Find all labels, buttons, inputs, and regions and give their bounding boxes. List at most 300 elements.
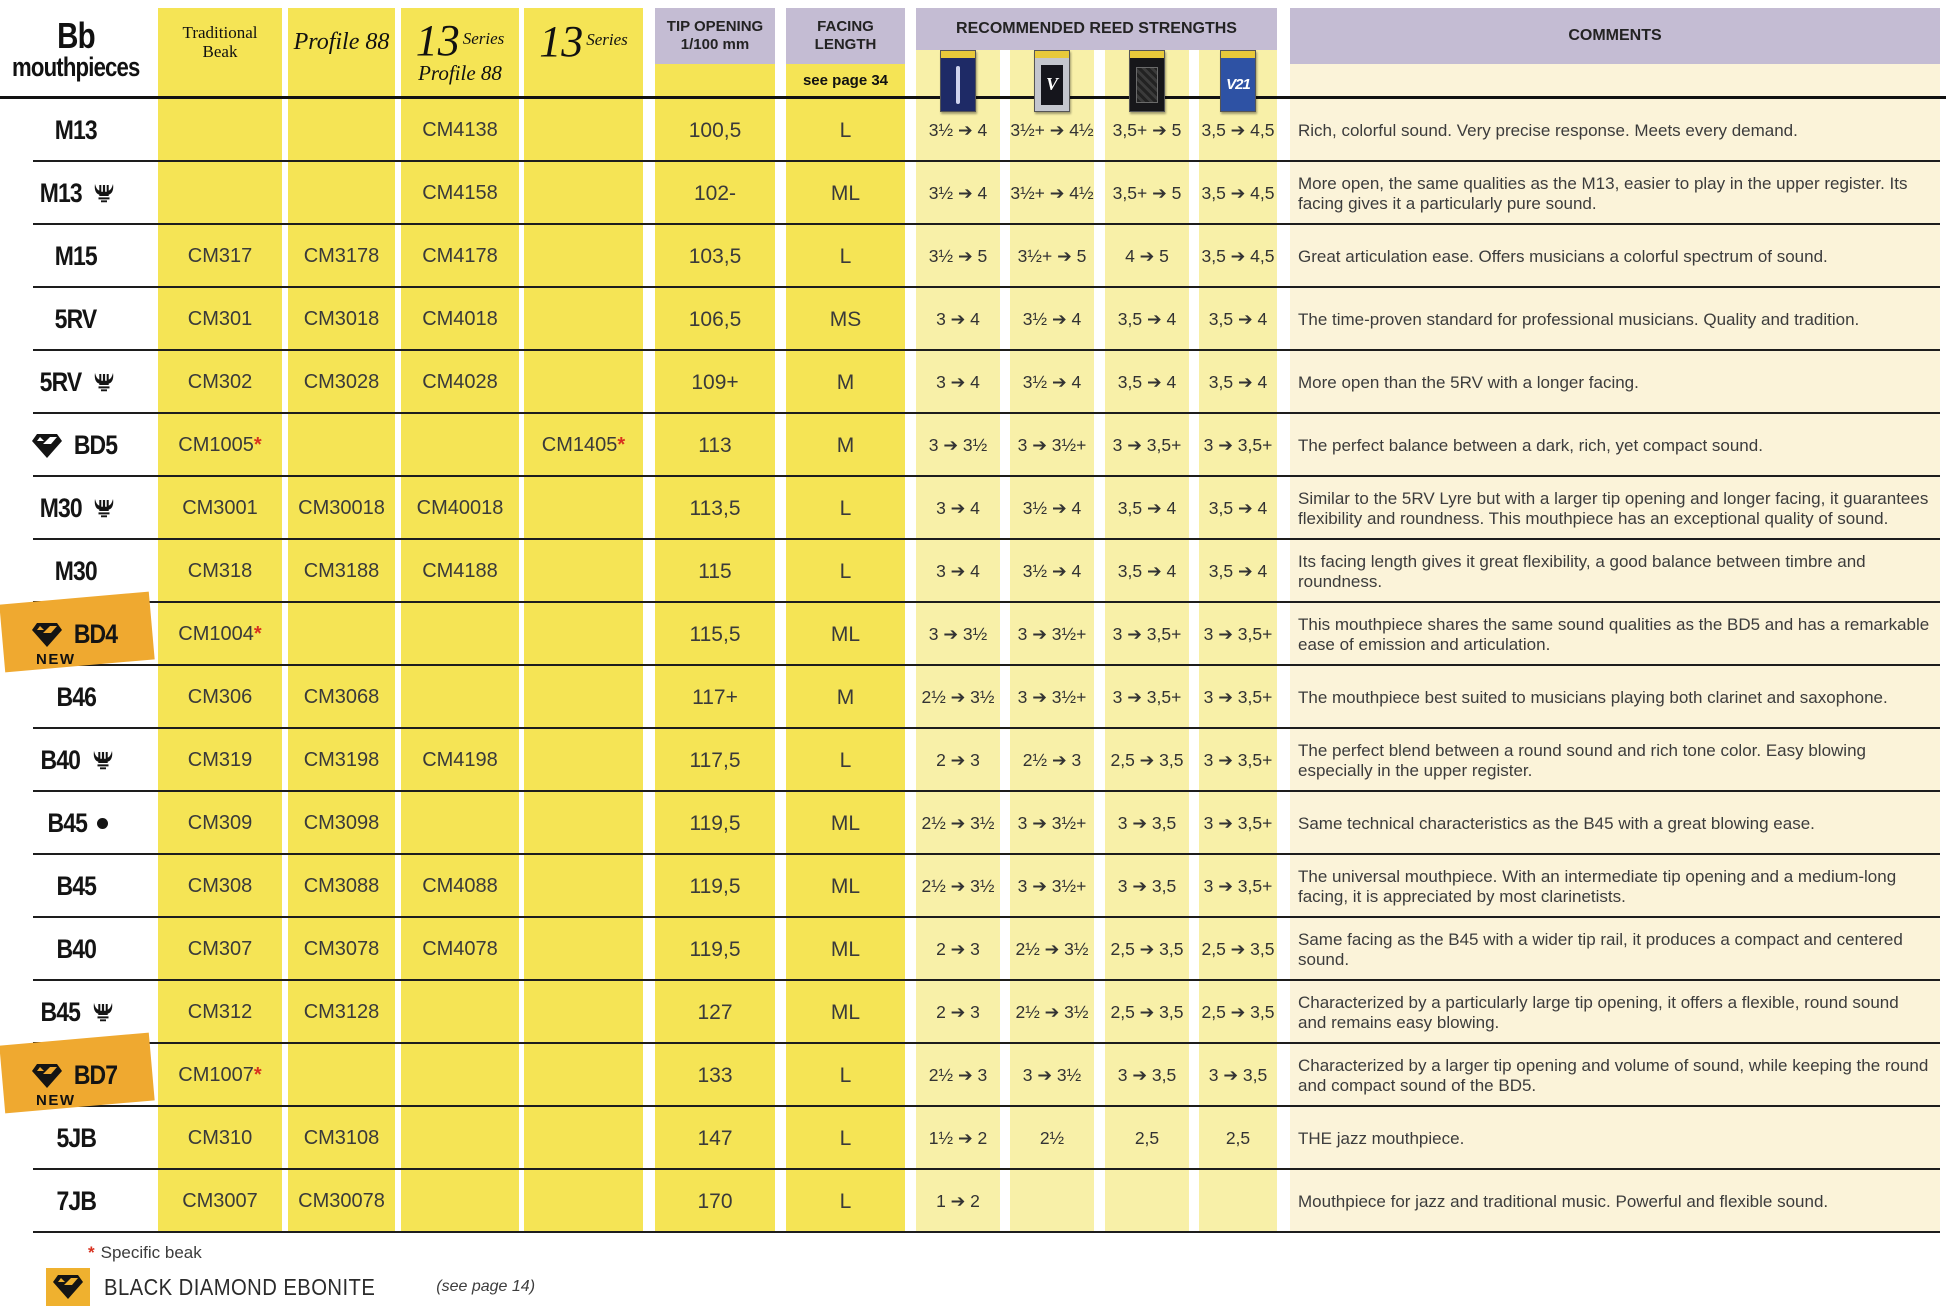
code-cell: CM309	[187, 812, 253, 834]
comment-cell: THE jazz mouthpiece.	[1298, 1128, 1465, 1148]
code-cell	[524, 99, 643, 162]
reed-strength-cell: 2,5 ➔ 3,5	[1110, 750, 1184, 770]
table-row-7jb	[0, 1170, 1946, 1233]
code-cell: CM4028	[422, 371, 498, 393]
reed-strength-cell: 3 ➔ 3½	[1022, 1065, 1082, 1085]
tip-opening-cell: 106,5	[688, 307, 742, 331]
table-row-5jb	[0, 1107, 1946, 1170]
code-cell	[401, 981, 519, 1044]
model-name: BD4	[73, 619, 118, 649]
facing-length-cell: L	[839, 1126, 852, 1150]
traditional-label-1: Traditional	[182, 23, 258, 42]
reed-strength-cell: 3,5 ➔ 4	[1208, 498, 1268, 518]
reed-strength-cell: 3 ➔ 4	[936, 561, 980, 581]
reed-strength-cell: 3 ➔ 3,5	[1117, 1065, 1177, 1085]
comment-cell: Similar to the 5RV Lyre but with a larger tip opening and longer facing, it guarantees flexibility and roundness. This mouthpiece has an exceptional quality of sound.	[1298, 488, 1929, 528]
facing-length-cell: L	[839, 244, 852, 268]
profile88-header	[288, 14, 395, 70]
code-cell: CM312	[187, 1001, 253, 1023]
code-cell: CM3018	[303, 308, 380, 330]
comment-cell: Its facing length gives it great flexibility, a good balance between timbre and roundness.	[1298, 551, 1866, 591]
reed-strength-cell: 2½ ➔ 3½	[1015, 939, 1089, 959]
table-row-m13-lyre	[0, 162, 1946, 225]
reed-strengths-header	[916, 8, 1277, 50]
code-cell: CM3098	[303, 812, 380, 834]
code-cell	[524, 1170, 643, 1233]
code-cell: CM319	[187, 749, 253, 771]
facing-see-page-note	[786, 66, 905, 94]
reed-strength-cell: 2,5 ➔ 3,5	[1201, 939, 1275, 959]
reed-strength-cell: 2 ➔ 3	[936, 1002, 980, 1022]
facing-length-cell: L	[839, 748, 852, 772]
comment-cell: Same technical characteristics as the B45 with a great blowing ease.	[1298, 813, 1815, 833]
black-diamond-icon	[46, 1268, 90, 1306]
model-cell	[0, 414, 152, 477]
reed-strength-cell: 3½ ➔ 4	[1022, 561, 1082, 581]
model-name: 5RV	[55, 304, 97, 334]
reed-strength-cell: 1½ ➔ 2	[928, 1128, 988, 1148]
table-row-b40-lyre	[0, 729, 1946, 792]
code-cell	[524, 1107, 643, 1170]
facing-label-2: LENGTH	[814, 36, 877, 53]
13-profile88-sub: Profile 88	[418, 60, 502, 85]
code-cell: CM3128	[303, 1001, 380, 1023]
comment-cell: The mouthpiece best suited to musicians playing both clarinet and saxophone.	[1298, 687, 1888, 707]
code-cell: CM318	[187, 560, 253, 582]
13-series-word: Series	[586, 30, 628, 49]
code-cell	[158, 162, 282, 225]
13series-profile88-header	[401, 10, 519, 96]
code-cell: CM308	[187, 875, 253, 897]
reed-strength-cell: 2½ ➔ 3½	[1015, 1002, 1089, 1022]
comment-cell: More open than the 5RV with a longer facing.	[1298, 372, 1639, 392]
facing-length-cell: ML	[830, 181, 861, 205]
reed-strength-cell: 3 ➔ 4	[936, 498, 980, 518]
reed-strength-cell: 3,5 ➔ 4	[1208, 372, 1268, 392]
tip-opening-cell: 100,5	[688, 118, 742, 142]
reed-strength-cell	[1199, 1170, 1277, 1233]
facing-length-cell: L	[839, 1063, 852, 1087]
model-cell	[0, 918, 152, 981]
reed-strength-cell: 2 ➔ 3	[936, 939, 980, 959]
table-row-b45	[0, 792, 1946, 855]
reed-strength-cell: 3½+ ➔ 5	[1017, 246, 1087, 266]
lyre-icon	[92, 497, 116, 521]
reed-strength-cell: 2 ➔ 3	[936, 750, 980, 770]
code-cell: CM30078	[298, 1190, 385, 1212]
tip-opening-cell: 119,5	[689, 874, 741, 898]
reed-strength-cell: 2,5 ➔ 3,5	[1110, 939, 1184, 959]
reed-strength-cell: 1 ➔ 2	[936, 1191, 980, 1211]
table-row-5rv	[0, 288, 1946, 351]
facing-length-cell: M	[836, 685, 855, 709]
reed-strength-cell: 3,5 ➔ 4	[1117, 309, 1177, 329]
tip-opening-cell: 119,5	[689, 937, 741, 961]
reed-strength-cell: 2½	[1039, 1128, 1065, 1148]
table-row-b40	[0, 918, 1946, 981]
facing-length-cell: L	[839, 118, 852, 142]
model-cell	[0, 225, 152, 288]
reed-strength-cell: 3½ ➔ 4	[1022, 309, 1082, 329]
table-row-m15	[0, 225, 1946, 288]
reed-strength-cell: 3,5 ➔ 4,5	[1201, 183, 1275, 203]
reed-strength-cell: 3,5+ ➔ 5	[1112, 183, 1182, 203]
code-cell: CM1007 *	[178, 1064, 262, 1086]
13series-header	[524, 14, 643, 70]
code-cell: CM302	[187, 371, 253, 393]
code-cell: CM30018	[298, 497, 385, 519]
comment-cell: Characterized by a particularly large tip opening, it offers a flexible, round sound and remains easy blowing.	[1298, 992, 1899, 1032]
code-cell	[401, 666, 519, 729]
reed-strength-cell	[1010, 1170, 1094, 1233]
model-cell	[0, 1044, 152, 1107]
tip-opening-cell: 103,5	[688, 244, 742, 268]
code-cell	[401, 792, 519, 855]
code-cell	[524, 918, 643, 981]
reed-strength-cell: 3½ ➔ 4	[1022, 498, 1082, 518]
reed-strength-cell: 2,5 ➔ 3,5	[1201, 1002, 1275, 1022]
table-row-b45	[0, 855, 1946, 918]
code-cell: CM4078	[422, 938, 498, 960]
tip-opening-cell: 113,5	[689, 496, 741, 520]
facing-length-cell: M	[836, 370, 855, 394]
reed-strength-cell: 3 ➔ 3½	[928, 435, 988, 455]
model-cell	[0, 603, 152, 666]
reed-strength-cell: 2,5	[1225, 1128, 1251, 1148]
code-cell	[288, 162, 395, 225]
reed-strength-cell: 3 ➔ 3½+	[1017, 624, 1087, 644]
reed-strength-cell: 3 ➔ 3,5+	[1112, 624, 1182, 644]
facing-length-header	[786, 8, 905, 64]
code-cell	[524, 540, 643, 603]
reed-strength-cell: 3 ➔ 3,5+	[1112, 435, 1182, 455]
comment-cell: The perfect blend between a round sound and rich tone color. Easy blowing especially in the upper register.	[1298, 740, 1866, 780]
code-cell: CM1005 *	[178, 434, 262, 456]
model-name: B45	[47, 808, 87, 838]
reed-strength-cell: 3½+ ➔ 4½	[1010, 183, 1094, 203]
facing-length-cell: MS	[829, 307, 862, 331]
code-cell: CM307	[187, 938, 253, 960]
tip-opening-cell: 119,5	[689, 811, 741, 835]
code-cell	[524, 225, 643, 288]
facing-length-cell: L	[839, 496, 852, 520]
code-cell: CM3188	[303, 560, 380, 582]
code-cell	[401, 1107, 519, 1170]
traditional-label-2: Beak	[202, 42, 238, 61]
code-cell	[158, 99, 282, 162]
model-header-line1: Bb	[57, 15, 95, 56]
code-cell: CM3001	[182, 497, 258, 519]
black-diamond-ebonite-legend	[46, 1268, 535, 1306]
specific-beak-footnote	[88, 1243, 202, 1263]
model-column-header	[0, 10, 152, 90]
code-cell	[524, 351, 643, 414]
13-big-numeral: 13	[415, 15, 460, 65]
code-cell: CM306	[187, 686, 253, 708]
tip-opening-cell: 115	[698, 559, 732, 583]
facing-length-cell: ML	[830, 874, 861, 898]
code-cell	[288, 99, 395, 162]
lyre-icon	[91, 749, 115, 773]
model-cell	[0, 792, 152, 855]
reed-strength-cell: 3,5 ➔ 4,5	[1201, 246, 1275, 266]
code-cell: CM4018	[422, 308, 498, 330]
code-cell: CM3028	[303, 371, 380, 393]
v12-reed-box-icon: V	[1034, 50, 1070, 112]
code-cell: CM301	[187, 308, 253, 330]
facing-length-cell: M	[836, 433, 855, 457]
code-cell: CM310	[187, 1127, 253, 1149]
code-cell: CM3178	[303, 245, 380, 267]
comment-cell: Great articulation ease. Offers musicians a colorful spectrum of sound.	[1298, 246, 1828, 266]
code-cell	[524, 603, 643, 666]
reed-strength-cell: 3 ➔ 3,5	[1117, 813, 1177, 833]
reed-strength-cell: 3 ➔ 3½+	[1017, 687, 1087, 707]
reed-strength-cell: 3,5 ➔ 4	[1208, 561, 1268, 581]
reed-strength-cell: 2½ ➔ 3	[928, 1065, 988, 1085]
facing-length-cell: ML	[830, 937, 861, 961]
reed-strength-cell: 3 ➔ 3½+	[1017, 876, 1087, 896]
reed-strength-cell: 3 ➔ 4	[936, 309, 980, 329]
reed-strength-cell: 2½ ➔ 3	[1022, 750, 1082, 770]
model-name: B45	[56, 871, 96, 901]
new-label: NEW	[36, 1092, 76, 1109]
comment-cell: This mouthpiece shares the same sound qualities as the BD5 and has a remarkable ease of emission and articulation.	[1298, 614, 1930, 654]
dot-icon	[97, 818, 108, 829]
code-cell	[524, 792, 643, 855]
reed-strength-cell: 3 ➔ 3½	[928, 624, 988, 644]
black-diamond-icon	[31, 622, 63, 648]
reed-strength-cell: 3 ➔ 3,5+	[1203, 876, 1273, 896]
code-cell: CM4158	[422, 182, 498, 204]
code-cell: CM4088	[422, 875, 498, 897]
model-cell	[0, 99, 152, 162]
facing-length-cell: ML	[830, 811, 861, 835]
code-cell	[524, 288, 643, 351]
code-cell: CM3007	[182, 1190, 258, 1212]
comments-header	[1290, 8, 1940, 64]
reed-strength-cell: 3 ➔ 3,5	[1208, 1065, 1268, 1085]
traditional-reed-box-icon	[940, 50, 976, 112]
tip-opening-unit: 1/100 mm	[680, 36, 750, 53]
code-cell: CM40018	[416, 497, 504, 519]
reed-strength-cell: 3 ➔ 3½+	[1017, 435, 1087, 455]
model-cell	[0, 162, 152, 225]
code-cell	[288, 603, 395, 666]
lyre-icon	[91, 1001, 115, 1025]
13-series-word: Series	[462, 28, 505, 48]
comment-cell: Characterized by a larger tip opening and volume of sound, while keeping the round and compact sound of the BD5.	[1298, 1055, 1929, 1095]
traditional-beak-header	[158, 14, 282, 70]
model-name: M13	[54, 115, 98, 145]
reed-strength-cell: 4 ➔ 5	[1125, 246, 1169, 266]
reed-strength-cell: 3 ➔ 3,5+	[1203, 435, 1273, 455]
model-name: BD5	[73, 430, 118, 460]
reed-strength-cell: 2,5	[1134, 1128, 1160, 1148]
model-header-line2: mouthpieces	[12, 52, 140, 82]
reed-strength-cell: 2,5 ➔ 3,5	[1110, 1002, 1184, 1022]
code-cell	[401, 414, 519, 477]
model-name: M30	[54, 556, 98, 586]
table-row-m30	[0, 540, 1946, 603]
facing-length-cell: ML	[830, 622, 861, 646]
specific-beak-asterisk: *	[253, 1064, 262, 1086]
see-page-34: see page 34	[802, 71, 889, 89]
comment-cell: Rich, colorful sound. Very precise response. Meets every demand.	[1298, 120, 1798, 140]
code-cell	[524, 981, 643, 1044]
code-cell: CM3078	[303, 938, 380, 960]
reed-strength-cell: 3 ➔ 3,5+	[1203, 813, 1273, 833]
reed-strength-cell: 3½ ➔ 4	[928, 120, 988, 140]
code-cell	[524, 855, 643, 918]
code-cell: CM1405 *	[541, 434, 626, 456]
black-diamond-icon	[52, 1274, 84, 1300]
tip-opening-cell: 117,5	[689, 748, 741, 772]
reed-strength-cell: 3 ➔ 3,5+	[1203, 624, 1273, 644]
model-name: B40	[40, 745, 81, 775]
tip-opening-cell: 147	[697, 1126, 733, 1150]
model-cell	[0, 351, 152, 414]
table-row-bd4	[0, 603, 1946, 666]
table-row-b45-lyre	[0, 981, 1946, 1044]
model-cell	[0, 666, 152, 729]
reed-strength-cell: 3½ ➔ 4	[928, 183, 988, 203]
code-cell: CM3198	[303, 749, 380, 771]
code-cell: CM4178	[422, 245, 498, 267]
code-cell	[401, 603, 519, 666]
table-row-m30-lyre	[0, 477, 1946, 540]
model-cell	[0, 477, 152, 540]
code-cell: CM3068	[303, 686, 380, 708]
comments-title: COMMENTS	[1568, 27, 1662, 44]
reed-strength-cell: 3½ ➔ 4	[1022, 372, 1082, 392]
tip-opening-cell: 109+	[691, 370, 739, 394]
model-cell	[0, 855, 152, 918]
code-cell: CM3088	[303, 875, 380, 897]
reed-strength-cell: 3 ➔ 3,5+	[1112, 687, 1182, 707]
reed-strength-cell: 3,5 ➔ 4	[1117, 498, 1177, 518]
reed-strength-cell: 3,5 ➔ 4	[1208, 309, 1268, 329]
model-cell	[0, 1170, 152, 1233]
comment-cell: Mouthpiece for jazz and traditional music. Powerful and flexible sound.	[1298, 1191, 1829, 1211]
model-name: M13	[39, 178, 82, 208]
reed-strength-cell: 3 ➔ 3½+	[1017, 813, 1087, 833]
code-cell	[288, 414, 395, 477]
code-cell: CM4198	[422, 749, 498, 771]
facing-length-cell: ML	[830, 1000, 861, 1024]
model-name: BD7	[73, 1060, 118, 1090]
specific-beak-asterisk: *	[253, 623, 262, 645]
model-cell	[0, 729, 152, 792]
code-cell	[524, 666, 643, 729]
facing-length-cell: L	[839, 559, 852, 583]
code-cell	[524, 162, 643, 225]
code-cell	[401, 1170, 519, 1233]
code-cell: CM1004 *	[178, 623, 262, 645]
tip-opening-label: TIP OPENING	[666, 18, 764, 35]
table-row-5rv-lyre	[0, 351, 1946, 414]
facing-label-1: FACING	[817, 18, 874, 35]
reed-strength-cell: 3½+ ➔ 4½	[1010, 120, 1094, 140]
model-name: M15	[54, 241, 98, 271]
specific-beak-asterisk: *	[253, 434, 262, 456]
code-cell: CM317	[187, 245, 253, 267]
reed-strength-cell: 3 ➔ 3,5	[1117, 876, 1177, 896]
model-cell	[0, 288, 152, 351]
facing-length-cell: L	[839, 1189, 852, 1213]
model-name: 7JB	[56, 1186, 96, 1216]
reed-strength-cell: 3,5 ➔ 4	[1117, 561, 1177, 581]
reed-strength-cell: 3 ➔ 3,5+	[1203, 750, 1273, 770]
reed-strength-cell: 3,5 ➔ 4	[1117, 372, 1177, 392]
lyre-icon	[92, 182, 116, 206]
tip-opening-cell: 127	[697, 1000, 733, 1024]
model-name: 5JB	[56, 1123, 96, 1153]
table-row-bd7	[0, 1044, 1946, 1107]
reed-strength-cell: 3 ➔ 3,5+	[1203, 687, 1273, 707]
tip-opening-cell: 113	[698, 433, 732, 457]
comment-cell: Same facing as the B45 with a wider tip rail, it produces a compact and centered sound.	[1298, 929, 1903, 969]
asterisk-icon: *	[88, 1243, 95, 1262]
code-cell	[524, 1044, 643, 1107]
code-cell	[288, 1044, 395, 1107]
model-name: 5RV	[39, 367, 82, 397]
model-name: M30	[39, 493, 82, 523]
comment-cell: More open, the same qualities as the M13, easier to play in the upper register. Its facing gives it a particularly pure sound.	[1298, 173, 1908, 213]
model-name: B40	[56, 934, 96, 964]
model-name: B46	[56, 682, 96, 712]
see-page-14: (see page 14)	[436, 1278, 536, 1295]
tip-opening-cell: 170	[697, 1189, 733, 1213]
reed-strength-cell	[1105, 1170, 1189, 1233]
model-cell	[0, 1107, 152, 1170]
code-cell: CM4188	[422, 560, 498, 582]
specific-beak-text: Specific beak	[100, 1243, 202, 1262]
reed-strength-cell: 2½ ➔ 3½	[921, 687, 995, 707]
reed-strength-cell: 2½ ➔ 3½	[921, 813, 995, 833]
reed-strength-cell: 3,5 ➔ 4,5	[1201, 120, 1275, 140]
new-label: NEW	[36, 651, 76, 668]
comment-cell: The time-proven standard for professional musicians. Quality and tradition.	[1298, 309, 1860, 329]
lyre-icon	[92, 371, 116, 395]
code-cell	[524, 729, 643, 792]
table-row-bd5	[0, 414, 1946, 477]
tip-opening-cell: 115,5	[689, 622, 741, 646]
profile88-label: Profile 88	[293, 28, 390, 55]
tip-opening-cell: 133	[697, 1063, 733, 1087]
reed-strength-cell: 3½ ➔ 5	[928, 246, 988, 266]
13-big-numeral: 13	[539, 17, 584, 66]
code-cell	[524, 477, 643, 540]
code-cell: CM3108	[303, 1127, 380, 1149]
reed-strength-cell: 3,5+ ➔ 5	[1112, 120, 1182, 140]
tip-opening-cell: 102-	[693, 181, 737, 205]
specific-beak-asterisk: *	[617, 434, 626, 456]
black-diamond-icon	[31, 1063, 63, 1089]
table-row-b46	[0, 666, 1946, 729]
reed-strengths-title: RECOMMENDED REED STRENGTHS	[956, 20, 1237, 37]
reed-strength-cell: 2½ ➔ 3½	[921, 876, 995, 896]
code-cell: CM4138	[422, 119, 498, 141]
comment-cell: The universal mouthpiece. With an intermediate tip opening and a medium-long facing, it is appreciated by most clarinetists.	[1298, 866, 1897, 906]
tip-opening-header	[655, 8, 775, 64]
model-name: B45	[40, 997, 81, 1027]
comment-cell: The perfect balance between a dark, rich, yet compact sound.	[1298, 435, 1763, 455]
reed-strength-cell: 3 ➔ 4	[936, 372, 980, 392]
v21-reed-box-icon: V21	[1220, 50, 1256, 112]
tip-opening-cell: 117+	[692, 685, 738, 709]
black-diamond-icon	[31, 433, 63, 459]
